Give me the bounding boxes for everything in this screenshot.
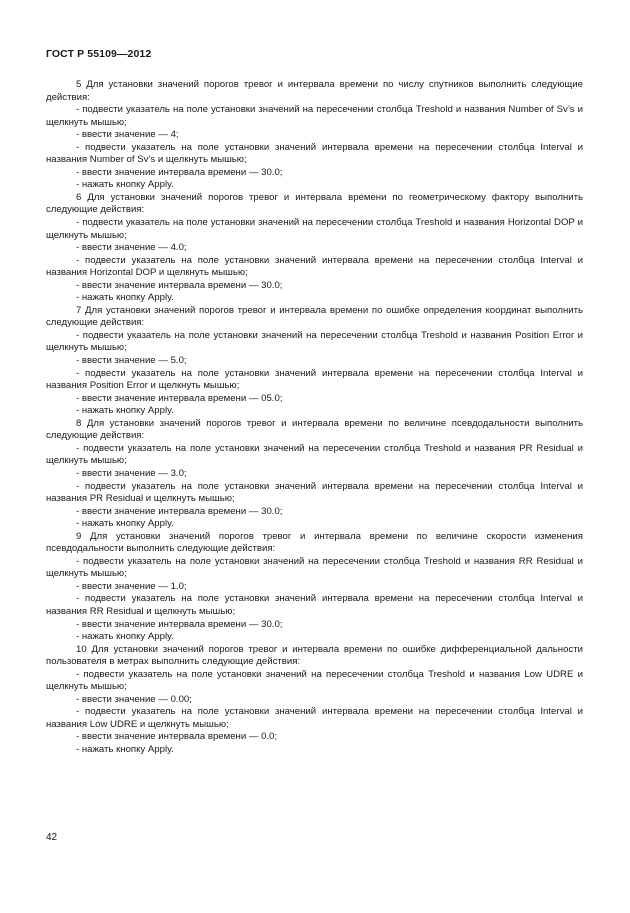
paragraph: - нажать кнопку Apply.	[76, 518, 174, 530]
paragraph: - ввести значение — 5.0;	[76, 355, 187, 367]
paragraph: - ввести значение интервала времени — 0.0;	[76, 731, 278, 743]
paragraph: - подвести указатель на поле установки значений на пересечении столбца Treshold и названия Horizontal DOP и щелкнуть мышью;	[46, 217, 583, 241]
paragraph: 8 Для установки значений порогов тревог и интервала времени по величине псевдодальности выполнить следующие действия:	[46, 417, 583, 442]
paragraph: 5 Для установки значений порогов тревог и интервала времени по числу спутников выполнить следующие действия:	[46, 79, 583, 103]
paragraph: - подвести указатель на поле установки значений на пересечении столбца Treshold и названия Position Error и щелкнуть мышью;	[46, 329, 583, 354]
paragraph: - подвести указатель на поле установки значений интервала времени на пересечении столбца Interval и названия PR Residual и щелкнуть мышью;	[46, 480, 583, 505]
paragraph: - ввести значение — 0.00;	[76, 693, 192, 705]
paragraph: - подвести указатель на поле установки значений на пересечении столбца Treshold и названия RR Residual и щелкнуть мышью;	[46, 555, 583, 580]
paragraph: - ввести значение — 3.0;	[76, 467, 187, 479]
paragraph: - ввести значение интервала времени — 30.0;	[76, 279, 283, 291]
paragraph: - нажать кнопку Apply.	[76, 179, 174, 191]
paragraph: - подвести указатель на поле установки значений интервала времени на пересечении столбца Interval и названия Horizontal DOP и щелкнуть мышью;	[46, 254, 583, 279]
paragraph: - ввести значение — 4.0;	[76, 242, 187, 254]
paragraph: 9 Для установки значений порогов тревог и интервала времени по величине скорости изменения псевдодальности выполнить следующие действия:	[46, 530, 583, 555]
paragraph: - ввести значение — 1.0;	[76, 580, 187, 592]
paragraph: - подвести указатель на поле установки значений интервала времени на пересечении столбца Interval и названия RR Residual и щелкнуть мышью;	[46, 593, 583, 617]
paragraph: - ввести значение — 4;	[76, 129, 179, 141]
paragraph: - подвести указатель на поле установки значений на пересечении столбца Treshold и названия Low UDRE и щелкнуть мышью;	[46, 668, 583, 693]
paragraph: - нажать кнопку Apply.	[76, 631, 174, 643]
paragraph: - подвести указатель на поле установки значений на пересечении столбца Treshold и названия Number of Sv’s и щелкнуть мышью;	[46, 104, 583, 128]
paragraph: 10 Для установки значений порогов тревог и интервала времени по ошибке дифференциальной дальности пользователя в метрах выполнить следующие действия:	[46, 643, 583, 668]
paragraph: 7 Для установки значений порогов тревог и интервала времени по ошибке определения координат выполнить следующие действия:	[46, 304, 583, 329]
paragraph: - ввести значение интервала времени — 30.0;	[76, 505, 283, 517]
paragraph: - подвести указатель на поле установки значений интервала времени на пересечении столбца Interval и названия Position Error и щелкнуть мышью;	[46, 367, 583, 392]
paragraph: 6 Для установки значений порогов тревог и интервала времени по геометрическому фактору выполнить следующие действия:	[46, 191, 583, 216]
document-body	[46, 79, 583, 757]
paragraph: - подвести указатель на поле установки значений интервала времени на пересечении столбца Interval и названия Low UDRE и щелкнуть мышью;	[46, 706, 583, 730]
document-header: ГОСТ Р 55109—2012	[46, 48, 152, 60]
page-number: 42	[46, 832, 58, 843]
paragraph: - ввести значение интервала времени — 30.0;	[76, 618, 283, 630]
paragraph: - подвести указатель на поле установки значений интервала времени на пересечении столбца Interval и названия Number of Sv’s и щелкнуть мышью;	[46, 141, 583, 166]
paragraph: - нажать кнопку Apply.	[76, 292, 174, 304]
paragraph: - подвести указатель на поле установки значений на пересечении столбца Treshold и названия PR Residual и щелкнуть мышью;	[46, 442, 583, 467]
paragraph: - ввести значение интервала времени — 05.0;	[76, 392, 283, 404]
paragraph: - нажать кнопку Apply.	[76, 405, 174, 417]
paragraph: - нажать кнопку Apply.	[76, 743, 174, 755]
paragraph: - ввести значение интервала времени — 30.0;	[76, 166, 283, 178]
